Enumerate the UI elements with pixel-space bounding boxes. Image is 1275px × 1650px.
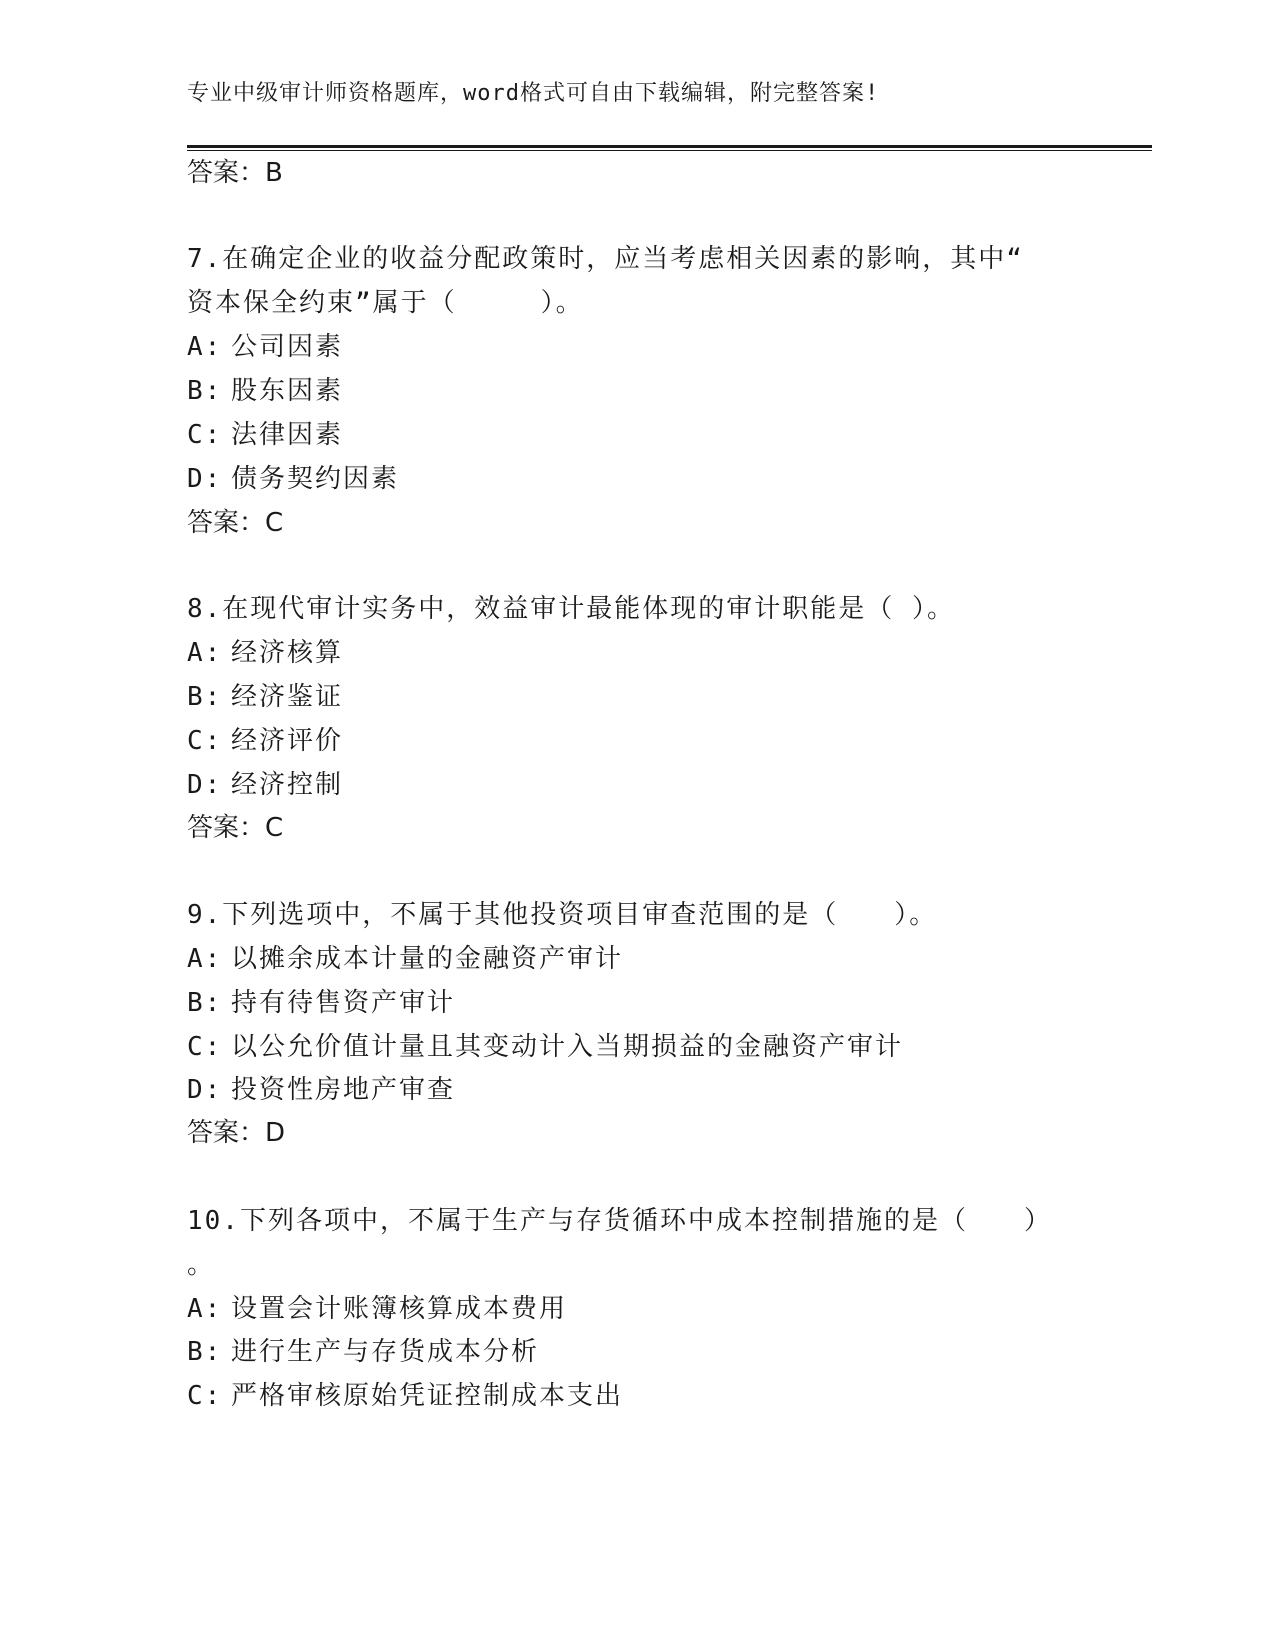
option-letter: B: [187, 1337, 223, 1367]
option-text: 经济鉴证 [231, 682, 344, 712]
option-text: 债务契约因素 [231, 464, 400, 494]
q8-option-d [187, 772, 343, 798]
option-letter: A: [187, 332, 223, 362]
option-text: 严格审核原始凭证控制成本支出 [231, 1381, 624, 1411]
option-letter: D: [187, 770, 223, 800]
q7-option-c [187, 422, 343, 448]
header-rule-thick [187, 145, 1152, 148]
option-letter: B: [187, 376, 223, 406]
option-letter: C: [187, 1381, 223, 1411]
q9-option-a [187, 946, 623, 972]
q7-option-b [187, 378, 343, 404]
q9-option-b [187, 990, 455, 1016]
q10-option-b [187, 1339, 539, 1365]
q7-option-d [187, 466, 399, 492]
q9-option-c [187, 1034, 903, 1060]
option-text: 股东因素 [231, 376, 344, 406]
q7-answer: 答案：C [187, 508, 284, 538]
page-header: 专业中级审计师资格题库，word格式可自由下载编辑，附完整答案! [187, 81, 880, 106]
option-text: 经济核算 [231, 638, 344, 668]
option-letter: C: [187, 420, 223, 450]
option-letter: B: [187, 988, 223, 1018]
option-text: 以公允价值计量且其变动计入当期损益的金融资产审计 [231, 1032, 904, 1062]
option-text: 设置会计账簿核算成本费用 [231, 1294, 568, 1324]
q8-stem-line1: 8.在现代审计实务中，效益审计最能体现的审计职能是（ ）。 [187, 594, 955, 624]
q9-answer: 答案：D [187, 1118, 286, 1148]
q7-option-a [187, 334, 343, 360]
q7-stem-line1: 7.在确定企业的收益分配政策时，应当考虑相关因素的影响，其中“ [187, 244, 1024, 274]
option-text: 进行生产与存货成本分析 [231, 1337, 540, 1367]
q10-option-c [187, 1383, 623, 1409]
q7-stem-line2: 资本保全约束”属于（ ）。 [187, 288, 584, 318]
option-letter: B: [187, 682, 223, 712]
option-text: 法律因素 [231, 420, 344, 450]
option-letter: C: [187, 1032, 223, 1062]
q8-option-c [187, 728, 343, 754]
q10-option-a [187, 1296, 567, 1322]
q8-option-a [187, 640, 343, 666]
q9-stem-line1: 9.下列选项中，不属于其他投资项目审查范围的是（ ）。 [187, 900, 938, 930]
q10-stem-line1: 10.下列各项中，不属于生产与存货循环中成本控制措施的是（ ） [187, 1206, 1052, 1236]
option-letter: A: [187, 638, 223, 668]
option-letter: D: [187, 464, 223, 494]
q9-option-d [187, 1077, 455, 1103]
option-text: 持有待售资产审计 [231, 988, 456, 1018]
option-letter: C: [187, 726, 223, 756]
q10-stem-line2: 。 [187, 1250, 216, 1280]
option-text: 经济评价 [231, 726, 344, 756]
option-text: 以摊余成本计量的金融资产审计 [231, 944, 624, 974]
prev-answer: 答案：B [187, 158, 283, 188]
q8-option-b [187, 684, 343, 710]
option-text: 公司因素 [231, 332, 344, 362]
header-rule-thin [187, 150, 1152, 151]
option-text: 投资性房地产审查 [231, 1075, 456, 1105]
option-letter: A: [187, 1294, 223, 1324]
q8-answer: 答案：C [187, 813, 284, 843]
option-text: 经济控制 [231, 770, 344, 800]
option-letter: A: [187, 944, 223, 974]
option-letter: D: [187, 1075, 223, 1105]
